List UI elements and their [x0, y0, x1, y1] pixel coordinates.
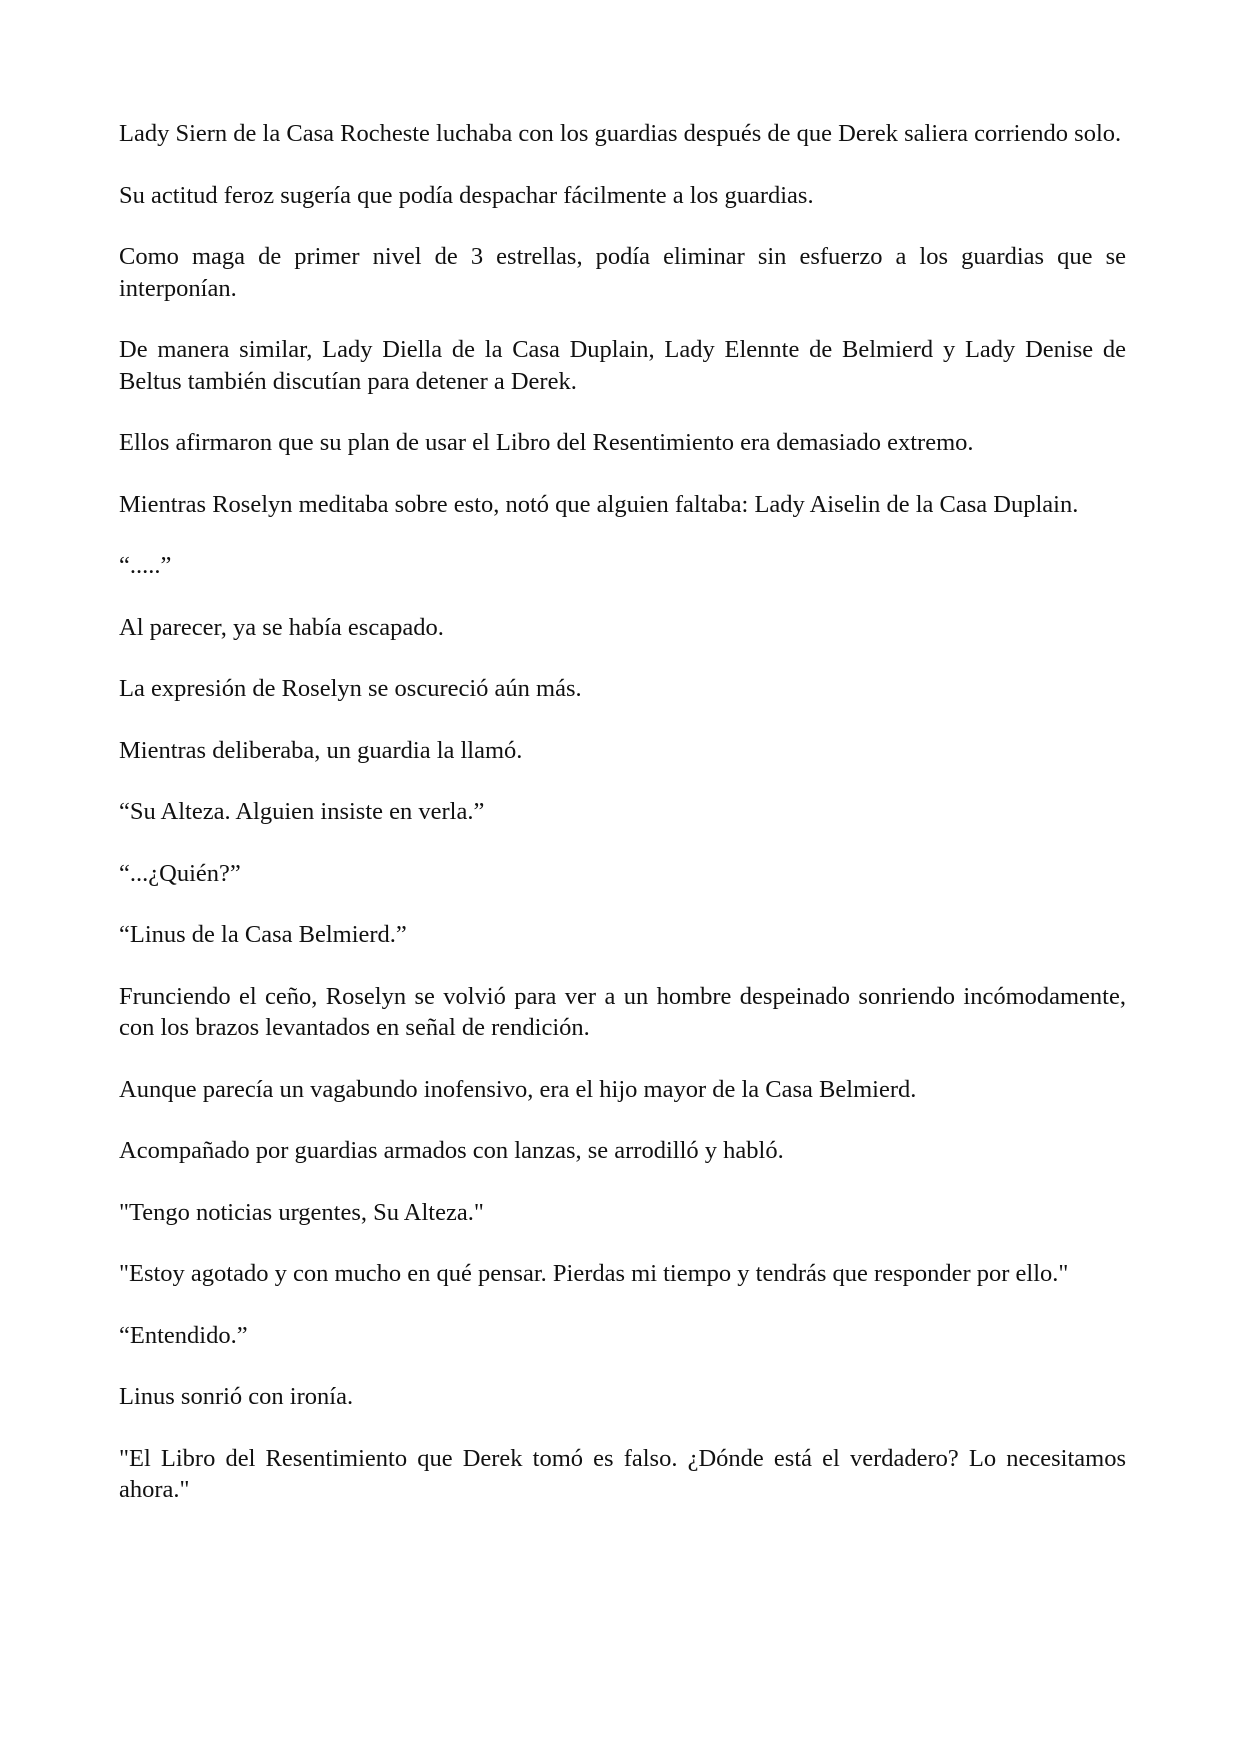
paragraph: Mientras deliberaba, un guardia la llamó.	[119, 736, 523, 764]
paragraph: Linus sonrió con ironía.	[119, 1383, 354, 1410]
paragraph: Ellos afirmaron que su plan de usar el Libro del Resentimiento era demasiado extremo.	[119, 429, 974, 456]
paragraph: Frunciendo el ceño, Roselyn se volvió para ver a un hombre despeinado sonriendo incómodamente, con los brazos levantados en señal de rendición.	[119, 982, 1126, 1041]
paragraph: “Entendido.”	[119, 1321, 248, 1349]
paragraph: La expresión de Roselyn se oscureció aún más.	[119, 675, 582, 702]
paragraph: Al parecer, ya se había escapado.	[119, 613, 444, 641]
paragraph: “Linus de la Casa Belmierd.”	[119, 921, 407, 948]
paragraph: "El Libro del Resentimiento que Derek tomó es falso. ¿Dónde está el verdadero? Lo necesitamos ahora."	[119, 1444, 1126, 1503]
paragraph: "Estoy agotado y con mucho en qué pensar. Pierdas mi tiempo y tendrás que responder por ello."	[119, 1260, 1069, 1287]
paragraph: "Tengo noticias urgentes, Su Alteza."	[119, 1198, 484, 1226]
paragraph: “...¿Quién?”	[119, 859, 241, 887]
paragraph: “.....”	[119, 552, 172, 579]
paragraph: Acompañado por guardias armados con lanzas, se arrodilló y habló.	[119, 1137, 784, 1164]
paragraph: Mientras Roselyn meditaba sobre esto, notó que alguien faltaba: Lady Aiselin de la Casa Duplain.	[119, 490, 1079, 518]
paragraph: Su actitud feroz sugería que podía despachar fácilmente a los guardias.	[119, 181, 814, 209]
paragraph: “Su Alteza. Alguien insiste en verla.”	[119, 798, 485, 825]
document-page	[119, 118, 1126, 1506]
paragraph: Lady Siern de la Casa Rocheste luchaba con los guardias después de que Derek saliera corriendo solo.	[119, 120, 1122, 147]
paragraph: Aunque parecía un vagabundo inofensivo, era el hijo mayor de la Casa Belmierd.	[119, 1075, 917, 1103]
paragraph: Como maga de primer nivel de 3 estrellas, podía eliminar sin esfuerzo a los guardias que se interponían.	[119, 243, 1126, 302]
paragraph: De manera similar, Lady Diella de la Casa Duplain, Lady Elennte de Belmierd y Lady Denise de Beltus también discutían para detener a Derek.	[119, 336, 1126, 395]
